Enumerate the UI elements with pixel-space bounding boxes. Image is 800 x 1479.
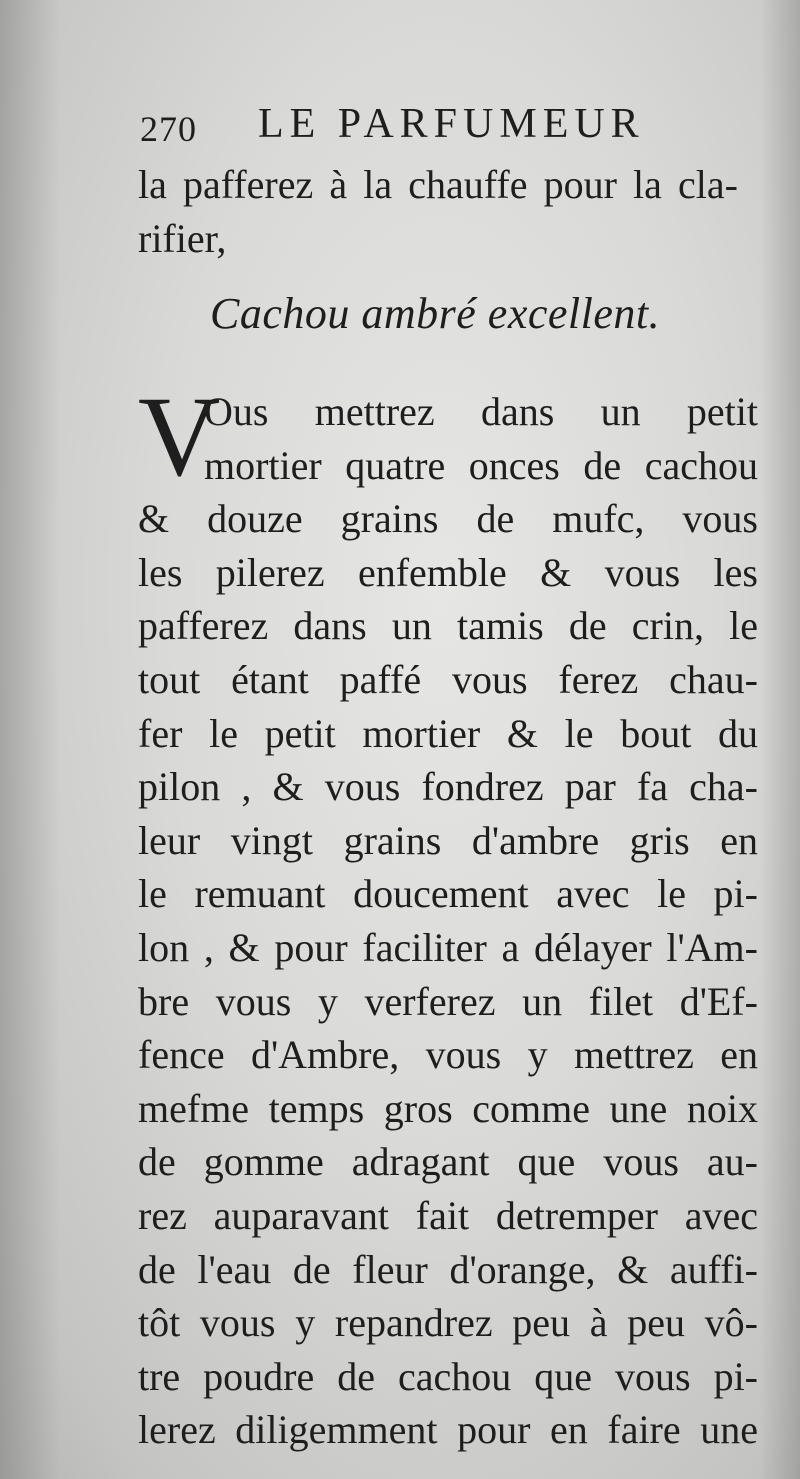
text-line: fence d'Ambre, vous y mettrez en [138,1032,758,1078]
page-number: 270 [140,109,197,149]
text-line: fer le petit mortier & le bout du [138,710,758,756]
text-line: tout étant paffé vous ferez chau- [138,656,758,702]
text-line: mortier quatre onces de cachou [204,442,758,488]
text-line: leur vingt grains d'ambre gris en [138,817,758,863]
text-line: lon , & pour faciliter a délayer l'Am- [138,924,758,970]
recipe-paragraph [138,373,758,1457]
text-line: bre vous y verferez un filet d'Ef- [138,978,758,1024]
drop-cap: V [138,373,221,500]
text-line: & douze grains de mufc, vous [138,496,758,542]
text-line: rifier, [138,215,227,261]
text-line: mefme temps gros comme une noix [138,1085,758,1131]
text-line: lerez diligemment pour en faire une [138,1407,758,1453]
text-line: la pafferez à la chauffe pour la cla- [138,162,738,207]
text-line: de l'eau de fleur d'orange, & auffi- [138,1246,758,1292]
text-line: de gomme adragant que vous au- [138,1139,758,1185]
section-heading: Cachou ambré excellent. [210,289,661,338]
running-title: LE PARFUMEUR [258,101,645,147]
text-line: tôt vous y repandrez peu à peu vô- [138,1300,758,1346]
continuation-text [138,158,738,265]
text-line: tre poudre de cachou que vous pi- [138,1353,758,1399]
text-line: pilon , & vous fondrez par fa cha- [138,764,758,810]
text-line: rez auparavant fait detremper avec [138,1192,758,1238]
text-line: les pilerez enfemble & vous les [138,549,758,595]
page-header [140,100,700,160]
text-line: Ous mettrez dans un petit [204,389,758,434]
text-line: pafferez dans un tamis de crin, le [138,603,758,649]
text-line: le remuant doucement avec le pi- [138,871,758,917]
